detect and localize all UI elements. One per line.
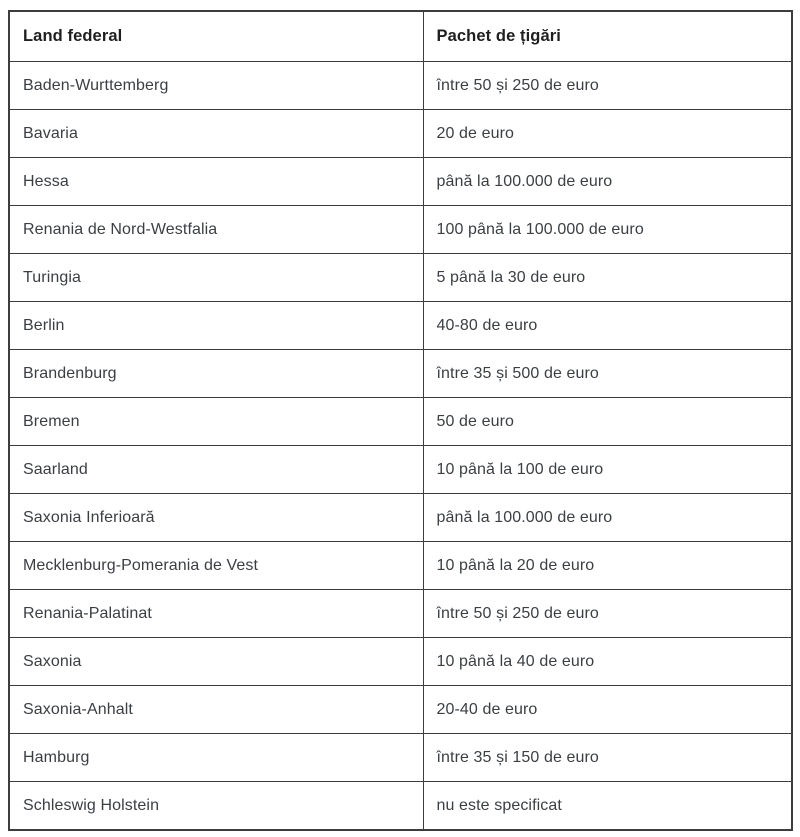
cell-land: Saxonia-Anhalt — [9, 686, 423, 734]
cell-land: Renania-Palatinat — [9, 590, 423, 638]
cell-fine: 50 de euro — [423, 398, 792, 446]
cell-land: Saxonia — [9, 638, 423, 686]
cell-fine: între 35 și 500 de euro — [423, 350, 792, 398]
cell-land: Turingia — [9, 254, 423, 302]
table-row — [9, 734, 792, 782]
cell-fine: între 50 și 250 de euro — [423, 62, 792, 110]
table-row — [9, 542, 792, 590]
cell-fine: 20 de euro — [423, 110, 792, 158]
table-row — [9, 782, 792, 831]
header-row — [9, 11, 792, 62]
cell-land: Renania de Nord-Westfalia — [9, 206, 423, 254]
cell-fine: între 35 și 150 de euro — [423, 734, 792, 782]
table-row — [9, 398, 792, 446]
table-row — [9, 590, 792, 638]
cell-fine: 10 până la 20 de euro — [423, 542, 792, 590]
table-row — [9, 158, 792, 206]
cell-land: Brandenburg — [9, 350, 423, 398]
table-row — [9, 302, 792, 350]
cell-land: Saarland — [9, 446, 423, 494]
cell-land: Bremen — [9, 398, 423, 446]
column-header-land-federal: Land federal — [9, 11, 423, 62]
cell-fine: până la 100.000 de euro — [423, 158, 792, 206]
cell-land: Mecklenburg-Pomerania de Vest — [9, 542, 423, 590]
cell-fine: 100 până la 100.000 de euro — [423, 206, 792, 254]
table-row — [9, 446, 792, 494]
cell-land: Schleswig Holstein — [9, 782, 423, 831]
cell-fine: 5 până la 30 de euro — [423, 254, 792, 302]
cell-fine: până la 100.000 de euro — [423, 494, 792, 542]
cell-fine: 20-40 de euro — [423, 686, 792, 734]
table-row — [9, 686, 792, 734]
table-row — [9, 206, 792, 254]
table-row — [9, 62, 792, 110]
cell-land: Bavaria — [9, 110, 423, 158]
cell-fine: 10 până la 40 de euro — [423, 638, 792, 686]
cell-land: Berlin — [9, 302, 423, 350]
cell-land: Saxonia Inferioară — [9, 494, 423, 542]
cell-fine: 40-80 de euro — [423, 302, 792, 350]
table-row — [9, 494, 792, 542]
cell-land: Hamburg — [9, 734, 423, 782]
table-row — [9, 110, 792, 158]
table-row — [9, 638, 792, 686]
cell-fine: 10 până la 100 de euro — [423, 446, 792, 494]
column-header-pachet-tigari: Pachet de țigări — [423, 11, 792, 62]
cell-land: Baden-Wurttemberg — [9, 62, 423, 110]
cell-fine: nu este specificat — [423, 782, 792, 831]
cell-land: Hessa — [9, 158, 423, 206]
federal-states-fines-table — [8, 10, 793, 831]
table-row — [9, 254, 792, 302]
cell-fine: între 50 și 250 de euro — [423, 590, 792, 638]
table-row — [9, 350, 792, 398]
